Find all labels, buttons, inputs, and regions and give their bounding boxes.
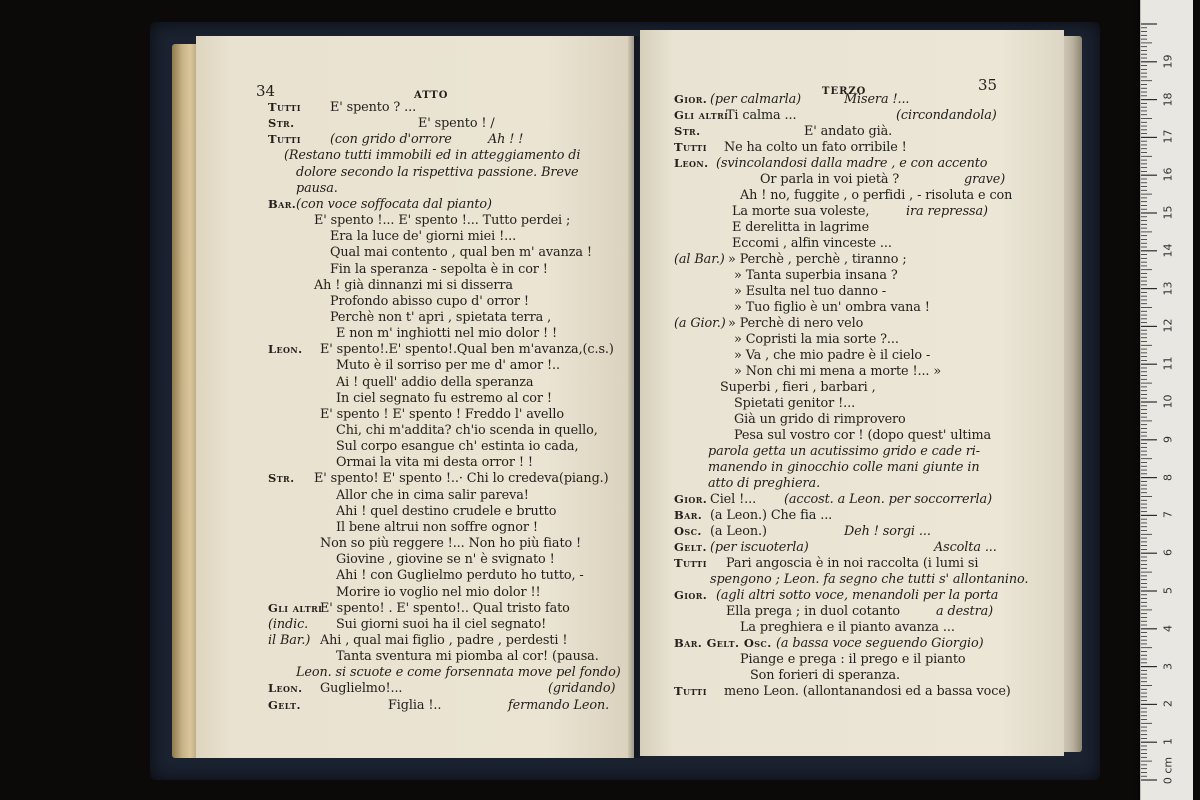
speaker-label: Gelt.: [674, 540, 707, 554]
text-line: Ormai la vita mi desta orror ! !: [336, 455, 533, 471]
speaker-label: Str.: [268, 116, 295, 131]
speaker-label: Leon.: [674, 156, 709, 170]
text-line: E non m' inghiotti nel mio dolor ! !: [336, 326, 558, 342]
text-line: Ella prega ; in duol cotanto: [726, 604, 901, 619]
speaker-label: (a Gior.): [674, 316, 726, 331]
text-line: Pari angoscia è in noi raccolta (i lumi si: [726, 556, 979, 571]
stage-direction: ira repressa): [906, 204, 988, 219]
ruler-label: 13: [1161, 281, 1175, 296]
text-line: (per calmarla): [710, 92, 802, 107]
ruler-label: 2: [1161, 700, 1175, 708]
stage-direction: grave): [964, 172, 1006, 187]
text-line: » Perchè di nero velo: [728, 316, 864, 331]
left-page: [196, 36, 634, 758]
speaker-label: Leon.: [268, 342, 303, 357]
text-line: Ai ! quell' addio della speranza: [336, 374, 534, 390]
text-line: Tanta sventura mi piomba al cor! (pausa.: [336, 649, 599, 665]
ruler-label: 8: [1161, 473, 1175, 481]
text-line: (con voce soffocata dal pianto): [296, 196, 492, 212]
stage-direction: (gridando): [548, 681, 616, 697]
text-line: La morte sua voleste,: [732, 204, 870, 219]
text-line: » Va , che mio padre è il cielo -: [734, 348, 931, 363]
speaker-label: Gior.: [674, 92, 708, 106]
text-line: E' spento ! /: [418, 116, 495, 132]
speaker-label: Osc.: [674, 524, 702, 538]
stage-direction: Deh ! sorgi ...: [844, 524, 931, 539]
text-line: pausa.: [296, 180, 338, 196]
text-line: » Perchè , perchè , tiranno ;: [728, 252, 907, 267]
text-line: (con grido d'orrore: [330, 132, 452, 148]
text-line: Il bene altrui non soffre ognor !: [336, 519, 538, 535]
text-line: Eccomi , alfin vinceste ...: [732, 236, 892, 251]
page-number: 34: [256, 82, 275, 100]
ruler-label: 4: [1161, 624, 1175, 632]
speaker-label: Bar.: [674, 508, 703, 522]
ruler-label: 3: [1161, 662, 1175, 670]
right-page: [640, 30, 1064, 756]
text-line: spengono ; Leon. fa segno che tutti s' allontanino.: [710, 572, 1029, 587]
ruler-label: 18: [1161, 92, 1175, 107]
text-line: Ahi ! con Guglielmo perduto ho tutto, -: [336, 568, 584, 584]
text-line: » Tuo figlio è un' ombra vana !: [734, 300, 930, 315]
speaker-label: Bar. Gelt. Osc.: [674, 636, 772, 650]
speaker-label: Leon.: [268, 681, 303, 696]
text-line: Figlia !..: [388, 697, 442, 713]
text-line: (per iscuoterla): [710, 540, 809, 555]
stage-direction: Ascolta ...: [934, 540, 997, 555]
speaker-label: (al Bar.): [674, 252, 725, 267]
text-line: Già un grido di rimprovero: [734, 412, 906, 427]
ruler-label: 17: [1161, 129, 1175, 144]
text-line: Ne ha colto un fato orribile !: [724, 140, 907, 155]
text-line: Piange e prega : il prego e il pianto: [740, 652, 966, 667]
text-line: Ciel !...: [710, 492, 757, 507]
text-line: Ah ! no, fuggite , o perfidi , - risoluta e con: [740, 188, 1013, 203]
stage-direction: Misera !...: [844, 92, 910, 107]
speaker-label: Tutti: [674, 140, 707, 154]
text-line: Sui giorni suoi ha il ciel segnato!: [336, 616, 547, 632]
text-line: E' spento !... E' spento !... Tutto perdei ;: [314, 213, 571, 229]
text-line: » Non chi mi mena a morte !... »: [734, 364, 942, 379]
ruler-zero-label: 0 cm: [1161, 756, 1175, 785]
running-head: TERZO: [822, 86, 867, 97]
text-line: E' spento ! E' spento ! Freddo l' avello: [320, 406, 564, 422]
text-line: Profondo abisso cupo d' orror !: [330, 293, 529, 309]
text-line: parola getta un acutissimo grido e cade ri-: [708, 444, 981, 459]
text-line: » Tanta superbia insana ?: [734, 268, 898, 283]
text-line: Perchè non t' apri , spietata terra ,: [330, 309, 552, 325]
stage-direction: Ah ! !: [488, 132, 524, 148]
text-line: (Restano tutti immobili ed in atteggiamento di: [284, 148, 581, 164]
text-line: Ah ! già dinnanzi mi si disserra: [314, 277, 513, 293]
ruler-label: 15: [1161, 205, 1175, 220]
ruler-label: 10: [1161, 394, 1175, 409]
page-stack-left: [172, 44, 198, 758]
speaker-label: Str.: [268, 471, 295, 486]
speaker-label: (indic.: [268, 616, 309, 632]
speaker-label: Gelt.: [268, 697, 301, 712]
text-line: Leon. si scuote e come forsennata move pel fondo): [296, 665, 621, 681]
page-number: 35: [978, 76, 997, 94]
text-line: Ahi ! quel destino crudele e brutto: [336, 503, 557, 519]
ruler-label: 6: [1161, 549, 1175, 557]
text-line: E derelitta in lagrime: [732, 220, 870, 235]
text-line: Non so più reggere !... Non ho più fiato !: [320, 536, 582, 552]
ruler-label: 16: [1161, 167, 1175, 182]
text-line: (a Leon.) Che fia ...: [710, 508, 833, 523]
text-line: Qual mai contento , qual ben m' avanza !: [330, 245, 592, 261]
text-line: Guglielmo!...: [320, 681, 403, 697]
text-line: E' spento ? ...: [330, 100, 417, 115]
text-line: (a Leon.): [710, 524, 767, 539]
speaker-label: Str.: [674, 124, 701, 138]
text-line: E' andato già.: [804, 124, 893, 139]
text-line: (a bassa voce seguendo Giorgio): [776, 636, 984, 651]
speaker-label: Tutti: [268, 132, 301, 147]
ruler-label: 12: [1161, 318, 1175, 333]
text-line: E' spento! E' spento !..· Chi lo credeva(piang.): [314, 471, 609, 487]
running-head: ATTO: [414, 90, 449, 101]
speaker-label: Gior.: [674, 492, 708, 506]
text-line: In ciel segnato fu estremo al cor !: [336, 390, 552, 406]
ruler-label: 7: [1161, 511, 1175, 519]
stage-direction: (circondandola): [896, 108, 997, 123]
stage-direction: (accost. a Leon. per soccorrerla): [784, 492, 992, 507]
text-line: meno Leon. (allontanandosi ed a bassa voce): [724, 684, 1011, 699]
speaker-label: Tutti: [268, 100, 301, 114]
text-line: » Copristi la mia sorte ?...: [734, 332, 899, 347]
ruler-label: 9: [1161, 435, 1175, 443]
text-line: Era la luce de' giorni miei !...: [330, 229, 517, 245]
speaker-label: Tutti: [674, 556, 707, 570]
text-line: Pesa sul vostro cor ! (dopo quest' ultima: [734, 428, 992, 443]
text-line: Ti calma ...: [726, 108, 797, 123]
text-line: Giovine , giovine se n' è svignato !: [336, 552, 555, 568]
speaker-label: Gli altri: [674, 108, 729, 122]
text-line: Allor che in cima salir pareva!: [336, 487, 529, 503]
ruler-label: 5: [1161, 587, 1175, 594]
ruler-label: 1: [1161, 738, 1175, 746]
text-line: E' spento! . E' spento!.. Qual tristo fato: [320, 600, 570, 616]
text-line: dolore secondo la rispettiva passione. Breve: [296, 164, 579, 180]
text-line: Chi, chi m'addita? ch'io scenda in quello,: [336, 423, 598, 438]
stage-direction: a destra): [936, 604, 994, 619]
text-line: » Esulta nel tuo danno -: [734, 284, 887, 299]
text-line: Son forieri di speranza.: [750, 668, 900, 683]
text-line: E' spento!.E' spento!.Qual ben m'avanza,(c.s.): [320, 342, 614, 358]
speaker-label: Gli altri: [268, 600, 323, 615]
text-line: Muto è il sorriso per me d' amor !..: [336, 358, 560, 374]
text-line: (agli altri sotto voce, menandoli per la porta: [716, 588, 999, 603]
text-line: Morire io voglio nel mio dolor !!: [336, 584, 541, 600]
text-line: manendo in ginocchio colle mani giunte in: [708, 460, 980, 475]
text-line: (svincolandosi dalla madre , e con accento: [716, 156, 988, 171]
speaker-label: il Bar.): [268, 632, 311, 648]
stage-direction: fermando Leon.: [508, 697, 610, 713]
speaker-label: Bar.: [268, 196, 297, 211]
ruler-label: 19: [1161, 54, 1175, 69]
speaker-label: Tutti: [674, 684, 707, 698]
ruler-label: 11: [1161, 356, 1175, 371]
text-line: Spietati genitor !...: [734, 396, 856, 411]
text-line: Sul corpo esangue ch' estinta io cada,: [336, 439, 579, 455]
text-line: Fin la speranza - sepolta è in cor !: [330, 261, 548, 277]
text-line: La preghiera e il pianto avanza ...: [740, 620, 955, 635]
measuring-ruler: [1140, 0, 1193, 800]
text-line: Or parla in voi pietà ?: [760, 172, 900, 187]
speaker-label: Gior.: [674, 588, 708, 602]
text-line: Superbi , fieri , barbari ,: [720, 380, 876, 395]
text-line: atto di preghiera.: [708, 476, 821, 491]
text-line: Ahi , qual mai figlio , padre , perdesti !: [320, 632, 568, 648]
ruler-label: 14: [1161, 243, 1175, 258]
